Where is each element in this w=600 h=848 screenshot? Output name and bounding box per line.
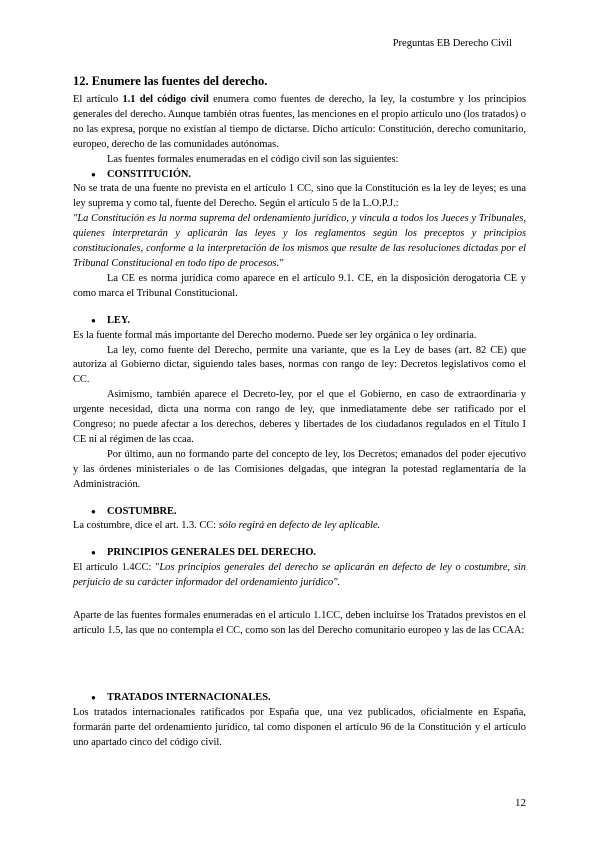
- section-heading-tratados: [73, 691, 526, 706]
- ley-paragraph-2: La ley, como fuente del Derecho, permite una variante, que es la Ley de bases (art. 82 CE) que autoriza al Gobierno dictar, siguiendo tales bases, normas con rango de ley: Decretos legislativos como el CC.: [73, 344, 526, 386]
- bullet-icon: ●: [91, 315, 96, 325]
- heading-text: LEY.: [107, 314, 131, 326]
- intro-formal-sources: Las fuentes formales enumeradas en el código civil son las siguientes:: [107, 153, 399, 165]
- section-heading-principios: [73, 546, 526, 561]
- costumbre-text: La costumbre, dice el art. 1.3. CC:: [73, 520, 219, 532]
- principios-text: El artículo 1.4CC: ": [73, 562, 160, 574]
- bullet-icon: ●: [91, 548, 96, 558]
- bullet-icon: ●: [91, 506, 96, 516]
- ley-paragraph-4: Por último, aun no formando parte del concepto de ley, los Decretos; emanados del poder ejecutivo y las órdenes ministeriales o de las Comisiones delgadas, que integran la potestad reglamentaria de la Administración.: [73, 448, 526, 490]
- intro-text-c: enumera como fuentes de derecho, la ley, la costumbre y los principios generales del derecho. Aunque también otras fuentes, las menciones en el propio artículo uno (los tratados) o no las expresa, porque no existían al tiempo de dictarse. Dicho artículo: Constitución, derecho comunitario, europeo, derecho de las comunidades autónomas.: [73, 94, 527, 150]
- document-body: [73, 74, 526, 751]
- principios-quote: Los principios generales del derecho se aplicarán en defecto de ley o costumbre, sin perjuicio de su carácter informador del ordenamiento jurídico".: [73, 562, 526, 589]
- heading-text: COSTUMBRE.: [107, 505, 177, 517]
- bullet-icon: ●: [91, 692, 96, 702]
- tratados-paragraph: Los tratados internacionales ratificados por España que, una vez publicados, oficialmente en España, formarán parte del ordenamiento jurídico, tal como disponen el artículo 96 de la Constitución y el artículo uno apartado cinco del código civil.: [73, 706, 526, 748]
- costumbre-quote: sólo regirá en defecto de ley aplicable.: [218, 520, 381, 532]
- intro-article-reference: 1.1 del código civil: [122, 94, 209, 105]
- tratados-intro-paragraph: Aparte de las fuentes formales enumeradas en el artículo 1.1CC, deben incluirse los Tratados previstos en el artículo 1.5, las que no contempla el CC, como son las del Derecho comunitario europeo y las de las CCAA:: [73, 610, 526, 636]
- question-title: 12. Enumere las fuentes del derecho.: [73, 74, 268, 88]
- constitucion-quote: "La Constitución es la norma suprema del ordenamiento jurídico, y vincula a todos los Jueces y Tribunales, quienes interpretarán y aplicarán las leyes y los reglamentos según los preceptos y principios constitucionales, conforme a la interpretación de los mismos que resulte de las resoluciones dictadas por el Tribunal Constitucional en todo tipo de procesos.": [73, 213, 526, 269]
- section-heading-costumbre: [73, 505, 526, 520]
- principios-paragraph: [73, 561, 526, 591]
- intro-text-a: El artículo: [73, 94, 123, 105]
- heading-text: PRINCIPIOS GENERALES DEL DERECHO.: [107, 547, 317, 559]
- page-number: 12: [515, 797, 526, 809]
- section-heading-constitucion: [73, 168, 526, 183]
- heading-text: TRATADOS INTERNACIONALES.: [107, 691, 271, 703]
- section-heading-ley: [73, 314, 526, 329]
- constitucion-paragraph-2: La CE es norma jurídica como aparece en el artículo 9.1. CE, en la disposición derogatoria CE y como marca el Tribunal Constitucional.: [73, 272, 526, 299]
- bullet-icon: ●: [91, 169, 96, 179]
- costumbre-paragraph: [73, 519, 526, 534]
- intro-paragraph: [73, 93, 526, 153]
- constitucion-paragraph: No se trata de una fuente no prevista en el artículo 1 CC, sino que la Constitución es la ley de leyes; es una ley suprema y como tal, fuente del Derecho. Según el artículo 5 de la L.O.P.J.:: [73, 183, 526, 210]
- page-header: Preguntas EB Derecho Civil: [392, 38, 512, 49]
- ley-paragraph-3: Asimismo, también aparece el Decreto-ley, por el que el Gobierno, en caso de extraordinaria y urgente necesidad, dicta una norma con rango de ley, que inmediatamente debe ser ratificado por el Congreso; no puede afectar a los derechos, deberes y libertades de los ciudadanos regulados en el Título I CE ni al régimen de las ccaa.: [73, 389, 526, 445]
- heading-text: CONSTITUCIÓN.: [107, 168, 192, 180]
- ley-paragraph-1: Es la fuente formal más importante del Derecho moderno. Puede ser ley orgánica o ley ordinaria.: [73, 329, 477, 341]
